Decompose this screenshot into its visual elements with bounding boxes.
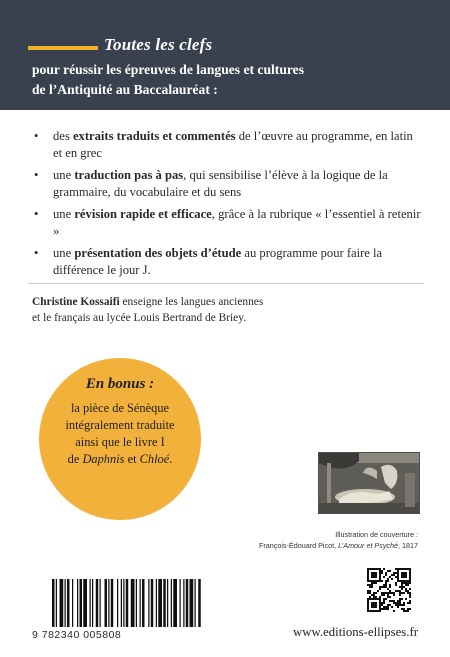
barcode-icon bbox=[50, 579, 248, 627]
feature-item bbox=[34, 206, 424, 239]
author-name: Christine Kossaifi bbox=[32, 296, 120, 308]
header-title: Toutes les clefs bbox=[104, 35, 213, 54]
feature-text-pre: une bbox=[53, 168, 75, 182]
author-bio-line-1 bbox=[32, 294, 432, 310]
bonus-line-4 bbox=[39, 451, 201, 468]
qr-code-graphic bbox=[367, 568, 411, 612]
bonus-line-1: la pièce de Sénèque bbox=[70, 401, 170, 415]
barcode-number: 9 782340 005808 bbox=[32, 629, 122, 641]
header-line-1: pour réussir les épreuves de langues et cultures bbox=[32, 62, 305, 77]
caption-painter: François-Édouard Picot, bbox=[258, 541, 339, 550]
feature-text-bold: présentation des objets d’étude bbox=[74, 246, 242, 260]
bonus-line-2: intégralement traduite bbox=[65, 418, 175, 432]
illustration-painting-icon bbox=[319, 453, 420, 514]
bonus-line-4-pre: de bbox=[67, 452, 83, 466]
bullet-icon: • bbox=[34, 168, 39, 182]
feature-text-bold: traduction pas à pas bbox=[74, 168, 184, 182]
feature-text-post: au programme pour faire la différence le jour J. bbox=[53, 246, 383, 277]
feature-list bbox=[34, 128, 424, 284]
section-divider bbox=[28, 283, 424, 284]
feature-text-pre: une bbox=[53, 207, 75, 221]
bonus-line-4-mid: et bbox=[124, 452, 140, 466]
author-bio-rest: enseigne les langues anciennes bbox=[119, 296, 264, 308]
illustration-caption bbox=[118, 529, 418, 551]
feature-text-post: , qui sensibilise l’élève à la logique de la grammaire, du vocabulaire et du sens bbox=[53, 168, 388, 199]
feature-text-bold: révision rapide et efficace bbox=[74, 207, 212, 221]
caption-year: , 1817 bbox=[398, 541, 418, 550]
caption-line-1: Illustration de couverture : bbox=[335, 530, 418, 539]
bonus-line-3: ainsi que le livre I bbox=[75, 435, 165, 449]
caption-line-2 bbox=[118, 540, 418, 551]
qr-code-icon bbox=[367, 568, 411, 612]
feature-item bbox=[34, 167, 424, 200]
bonus-title-daphnis: Daphnis bbox=[82, 452, 125, 466]
bonus-text bbox=[39, 400, 201, 468]
cover-illustration-image bbox=[318, 452, 420, 514]
feature-item bbox=[34, 128, 424, 161]
bonus-title-chloe: Chloé bbox=[139, 452, 170, 466]
bonus-line-4-post: . bbox=[169, 452, 173, 466]
bullet-icon: • bbox=[34, 246, 39, 260]
feature-item bbox=[34, 245, 424, 278]
bullet-icon: • bbox=[34, 207, 39, 221]
feature-text-post: de l’œuvre au programme, en latin et en grec bbox=[53, 129, 413, 160]
author-bio bbox=[32, 294, 432, 326]
header-line-2: de l’Antiquité au Baccalauréat : bbox=[32, 82, 218, 97]
publisher-website[interactable]: www.editions-ellipses.fr bbox=[293, 625, 418, 639]
author-bio-line-2: et le français au lycée Louis Bertrand de Briey. bbox=[32, 312, 247, 324]
bonus-badge bbox=[39, 358, 201, 520]
bullet-icon: • bbox=[34, 129, 39, 143]
feature-text-pre: des bbox=[53, 129, 73, 143]
feature-text-post: , grâce à la rubrique « l’essentiel à retenir » bbox=[53, 207, 421, 238]
header-accent-rule bbox=[28, 46, 98, 50]
caption-artwork-title: L’Amour et Psyché bbox=[338, 541, 399, 550]
bonus-title: En bonus : bbox=[85, 376, 155, 392]
feature-text-pre: une bbox=[53, 246, 75, 260]
feature-text-bold: extraits traduits et commentés bbox=[72, 129, 236, 143]
header-banner bbox=[0, 0, 450, 110]
